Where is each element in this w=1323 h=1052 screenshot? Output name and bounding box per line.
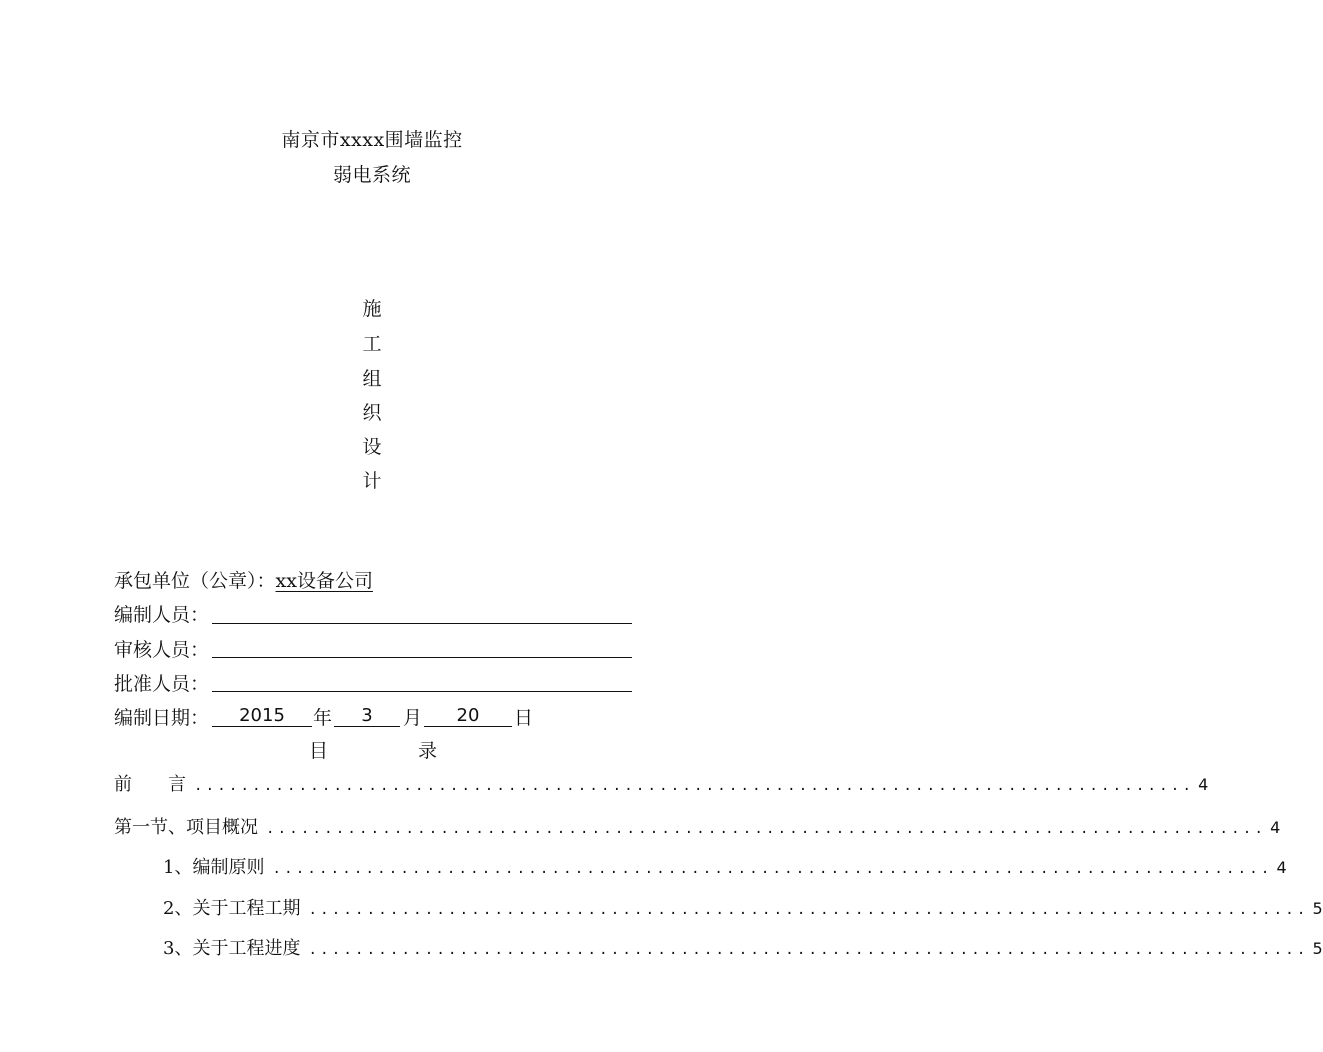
toc-entry-label: 前 言 bbox=[114, 774, 186, 795]
toc-leader-dots: ...................................................................................... bbox=[308, 942, 1309, 958]
vertical-title-char-4: 织 bbox=[362, 402, 382, 424]
date-day: 20 bbox=[456, 705, 480, 726]
toc-entry-label: 3、关于工程进度 bbox=[163, 938, 301, 959]
compiler-label: 编制人员： bbox=[114, 604, 210, 626]
vertical-title-char-6: 计 bbox=[362, 470, 382, 492]
toc-entry-label: 1、编制原则 bbox=[163, 857, 265, 878]
date-year: 2015 bbox=[239, 705, 285, 726]
contractor-value: xx设备公司 bbox=[275, 570, 373, 592]
toc-entry-page: 4 bbox=[1198, 775, 1209, 794]
document-title-line1: 南京市xxxx围墙监控 bbox=[281, 129, 463, 151]
date-day-line bbox=[424, 726, 512, 727]
reviewer-signature-line bbox=[212, 657, 632, 658]
toc-leader-dots: ...................................................................................... bbox=[266, 821, 1267, 837]
toc-leader-dots: ...................................................................................... bbox=[272, 861, 1273, 877]
date-label: 编制日期： bbox=[114, 707, 210, 729]
toc-heading-right: 录 bbox=[418, 740, 438, 762]
document-title-line2: 弱电系统 bbox=[332, 164, 411, 186]
toc-entry[interactable] bbox=[114, 770, 1209, 796]
approver-signature-line bbox=[212, 691, 632, 692]
day-unit: 日 bbox=[514, 707, 534, 729]
toc-entry-page: 5 bbox=[1312, 899, 1323, 918]
toc-entry-label: 2、关于工程工期 bbox=[163, 898, 301, 919]
date-month: 3 bbox=[361, 705, 373, 726]
compiler-signature-line bbox=[212, 623, 632, 624]
month-unit: 月 bbox=[403, 707, 423, 729]
toc-entry-label: 第一节、项目概况 bbox=[114, 817, 258, 838]
toc-entry[interactable] bbox=[163, 894, 1323, 920]
approver-label: 批准人员： bbox=[114, 673, 210, 695]
toc-entry[interactable] bbox=[163, 934, 1323, 960]
year-unit: 年 bbox=[313, 707, 333, 729]
vertical-title-char-2: 工 bbox=[362, 333, 382, 355]
date-month-line bbox=[334, 726, 400, 727]
toc-leader-dots: ...................................................................................... bbox=[194, 778, 1195, 794]
vertical-title-char-3: 组 bbox=[362, 368, 382, 390]
toc-heading-left: 目 bbox=[309, 740, 329, 762]
toc-entry[interactable] bbox=[163, 853, 1287, 879]
vertical-title-char-1: 施 bbox=[362, 298, 382, 320]
toc-entry-page: 4 bbox=[1276, 858, 1287, 877]
contractor-label: 承包单位（公章）： bbox=[114, 570, 276, 592]
toc-leader-dots: ...................................................................................... bbox=[308, 902, 1309, 918]
toc-entry[interactable] bbox=[114, 813, 1281, 839]
date-year-line bbox=[212, 726, 312, 727]
toc-entry-page: 4 bbox=[1270, 818, 1281, 837]
contractor-field bbox=[114, 566, 373, 593]
reviewer-label: 审核人员： bbox=[114, 639, 210, 661]
toc-entry-page: 5 bbox=[1312, 939, 1323, 958]
vertical-title-char-5: 设 bbox=[362, 436, 382, 458]
